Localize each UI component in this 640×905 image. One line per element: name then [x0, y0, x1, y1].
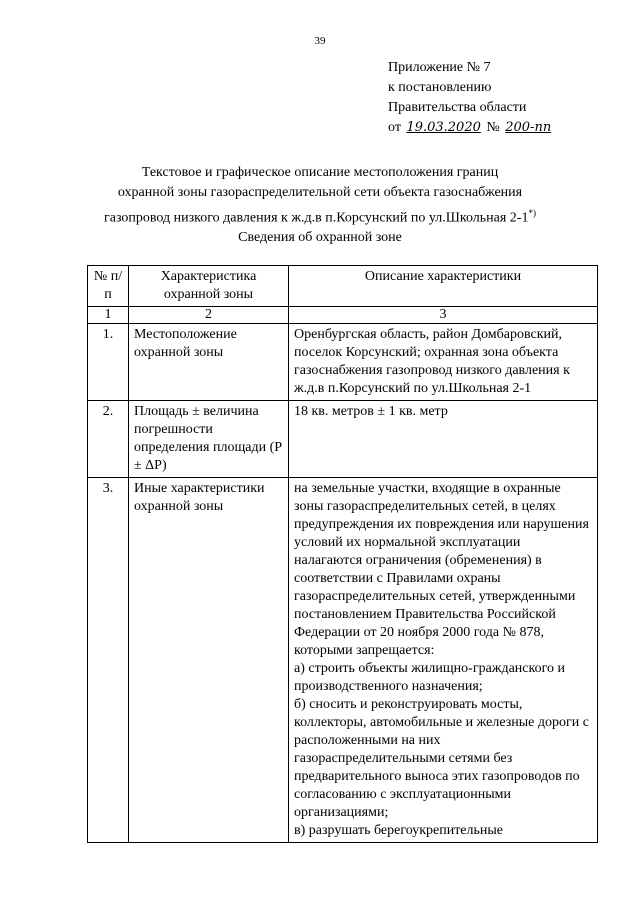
row-description: Оренбургская область, район Домбаровский, поселок Корсунский; охранная зона объекта газоснабжения газопровод низкого давления к ж.д.в п.Корсунский по ул.Школьная 2-1 — [289, 324, 598, 401]
row-number: 3. — [88, 478, 129, 843]
table-header-row — [88, 266, 598, 307]
row-description: 18 кв. метров ± 1 кв. метр — [289, 401, 598, 478]
appendix-date-line — [388, 118, 553, 138]
restriction-item-c: в) разрушать берегоукрепительные — [294, 823, 504, 838]
index-1: 1 — [88, 307, 129, 324]
restriction-item-b: б) сносить и реконструировать мосты, коллекторы, автомобильные и железные дороги с расположенными на них газораспределительными сетями без предварительного выноса этих газопроводов по согласованию с эксплуатационными организациями; — [294, 697, 589, 820]
date-prefix: от — [388, 120, 401, 135]
section-subtitle: Сведения об охранной зоне — [238, 230, 402, 245]
row-description — [289, 478, 598, 843]
header-description: Описание характеристики — [289, 266, 598, 307]
table-row — [88, 478, 598, 843]
table-index-row — [88, 307, 598, 324]
restriction-item-a: а) строить объекты жилищно-гражданского и производственного назначения; — [294, 661, 565, 694]
row-characteristic: Площадь ± величина погрешности определения площади (P ± ΔP) — [129, 401, 289, 478]
row-number: 1. — [88, 324, 129, 401]
table-row — [88, 401, 598, 478]
header-characteristic: Характеристика охранной зоны — [129, 266, 289, 307]
number-prefix: № — [486, 120, 500, 135]
document-title — [60, 163, 580, 229]
row-characteristic: Местоположение охранной зоны — [129, 324, 289, 401]
appendix-line-2: к постановлению — [388, 80, 492, 95]
footnote-mark: *) — [528, 208, 536, 218]
zone-info-table — [87, 265, 598, 843]
description-text: на земельные участки, входящие в охранные зоны газораспределительных сетей, в целях предупреждения их повреждения или нарушения условий их нормальной эксплуатации налагаются ограничения (обременения) в соответствии с Правилами охраны газораспределительных сетей, утвержденными постановлением Правительства Российской Федерации от 20 ноября 2000 года № 878, которыми запрещается: — [294, 481, 589, 658]
handwritten-date: 19.03.2020 — [406, 120, 481, 135]
appendix-block — [388, 58, 553, 138]
appendix-line-3: Правительства области — [388, 100, 527, 115]
index-2: 2 — [129, 307, 289, 324]
appendix-line-1: Приложение № 7 — [388, 60, 491, 75]
row-number: 2. — [88, 401, 129, 478]
title-line-2: охранной зоны газораспределительной сети объекта газоснабжения — [117, 185, 523, 200]
title-line-3: газопровод низкого давления к ж.д.в п.Корсунский по ул.Школьная 2-1*) — [104, 208, 536, 226]
table-row — [88, 324, 598, 401]
index-3: 3 — [289, 307, 598, 324]
header-num: № п/п — [88, 266, 129, 307]
page-number: 39 — [314, 35, 326, 47]
handwritten-number: 200-пп — [505, 120, 552, 135]
title-line-1: Текстовое и графическое описание местоположения границ — [141, 165, 499, 180]
row-characteristic: Иные характеристики охранной зоны — [129, 478, 289, 843]
